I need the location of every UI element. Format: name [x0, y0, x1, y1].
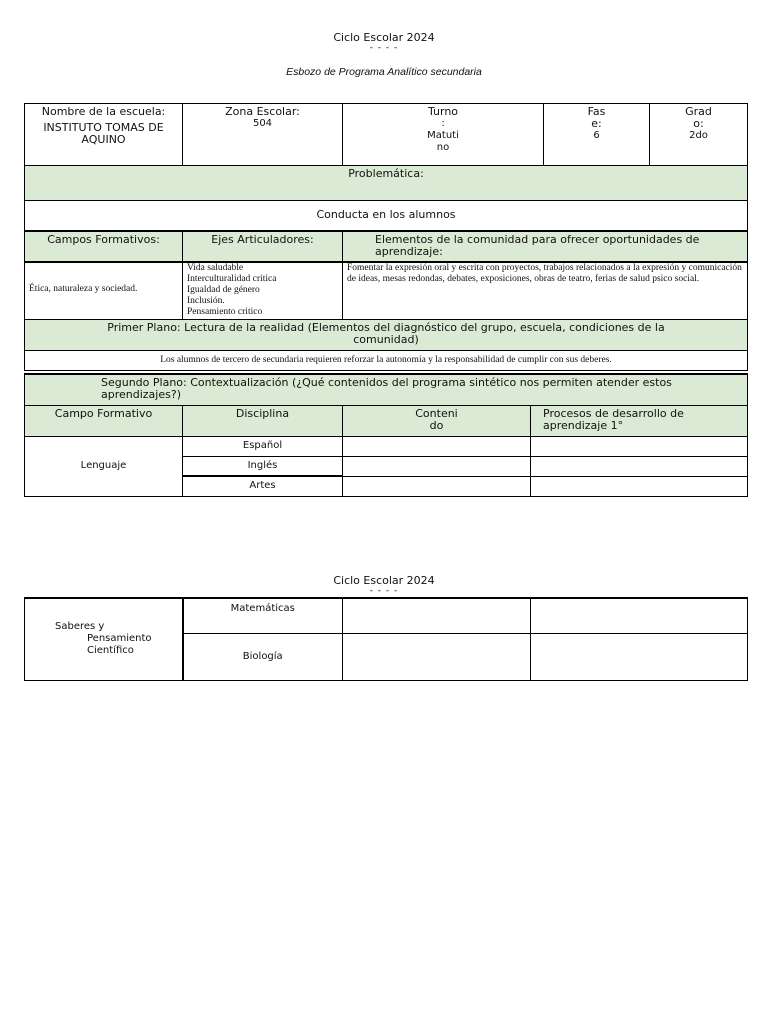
col-contenido: [343, 405, 531, 436]
primer-plano-label: Primer Plano: Lectura de la realidad (Elementos del diagnóstico del grupo, escuela, condiciones de la comunidad): [25, 320, 748, 351]
header-elementos: Elementos de la comunidad para ofrecer oportunidades de aprendizaje:: [343, 231, 748, 262]
zone-value: 504: [252, 118, 273, 129]
campo-saberes-line: Científico: [87, 645, 134, 657]
ejes-list: [183, 262, 343, 320]
title-underline: - - - -: [369, 43, 399, 53]
campo-saberes: [25, 598, 183, 680]
header-ejes: Ejes Articuladores:: [183, 231, 343, 262]
procesos-cell[interactable]: [531, 598, 748, 633]
grade-label: Grad o:: [685, 105, 712, 130]
turn-colon: :: [441, 118, 445, 129]
eje-item: Interculturalidad crítica: [187, 273, 277, 284]
title-underline: - - - -: [369, 586, 399, 596]
procesos-cell[interactable]: [531, 476, 748, 496]
saberes-table: [24, 597, 748, 681]
problematica-label: Problemática:: [25, 166, 748, 201]
document-subtitle: Esbozo de Programa Analítico secundaria: [286, 66, 482, 78]
contenido-cell[interactable]: [343, 436, 531, 456]
campo-saberes-line: Pensamiento: [87, 633, 152, 645]
phase-cell: [544, 104, 650, 166]
col-contenido-label: Conteni do: [415, 406, 458, 432]
col-procesos: Procesos de desarrollo de aprendizaje 1°: [531, 405, 748, 436]
eje-item: Pensamiento critico: [187, 306, 263, 317]
school-name: INSTITUTO TOMAS DE AQUINO: [43, 121, 164, 146]
page-title: Ciclo Escolar 2024: [333, 31, 435, 44]
procesos-cell[interactable]: [531, 456, 748, 476]
procesos-cell[interactable]: [531, 633, 748, 680]
disciplina-matematicas: Matemáticas: [183, 598, 343, 633]
campo-lenguaje: Lenguaje: [25, 436, 183, 496]
program-table: [24, 103, 748, 371]
header-campos: Campos Formativos:: [25, 231, 183, 262]
contenido-cell[interactable]: [343, 476, 531, 496]
primer-plano-value: Los alumnos de tercero de secundaria requieren reforzar la autonomía y la responsabilidad de cumplir con sus deberes.: [25, 351, 748, 371]
eje-item: Inclusión.: [187, 295, 225, 306]
disciplina-biologia: Biología: [183, 633, 343, 680]
contenido-cell[interactable]: [343, 598, 531, 633]
disciplina-espanol: Español: [183, 436, 343, 456]
elementos-value: Fomentar la expresión oral y escrita con proyectos, trabajos relacionados a la expresión y comunicación de ideas, mesas redondas, debates, exposiciones, obras de teatro, ferias de salud psico social.: [343, 262, 748, 320]
col-campo-formativo: Campo Formativo: [25, 405, 183, 436]
disciplina-artes: Artes: [183, 476, 343, 496]
phase-value: 6: [593, 130, 600, 141]
campo-saberes-line: Saberes y: [55, 621, 105, 633]
col-disciplina: Disciplina: [183, 405, 343, 436]
contenidos-table: [24, 373, 748, 497]
contenido-cell[interactable]: [343, 633, 531, 680]
campo-formativo-value: Ética, naturaleza y sociedad.: [25, 262, 183, 320]
school-cell: [25, 104, 183, 166]
contenido-cell[interactable]: [343, 456, 531, 476]
turn-value: Matuti no: [427, 130, 459, 153]
turn-cell: [343, 104, 544, 166]
school-label: Nombre de la escuela:: [41, 105, 166, 118]
page-2-title: Ciclo Escolar 2024: [333, 574, 435, 587]
procesos-cell[interactable]: [531, 436, 748, 456]
problematica-value: Conducta en los alumnos: [25, 201, 748, 231]
segundo-plano-label: Segundo Plano: Contextualización (¿Qué contenidos del programa sintético nos permiten atender estos aprendizajes?): [25, 374, 748, 405]
zone-label: Zona Escolar:: [225, 105, 300, 118]
eje-item: Igualdad de género: [187, 284, 260, 295]
turn-label: Turno: [427, 105, 459, 118]
phase-label: Fas e:: [587, 105, 606, 130]
zone-cell: [183, 104, 343, 166]
grade-value: 2do: [689, 130, 708, 141]
eje-item: Vida saludable: [187, 262, 244, 273]
grade-cell: [650, 104, 748, 166]
disciplina-ingles: Inglés: [183, 456, 343, 476]
